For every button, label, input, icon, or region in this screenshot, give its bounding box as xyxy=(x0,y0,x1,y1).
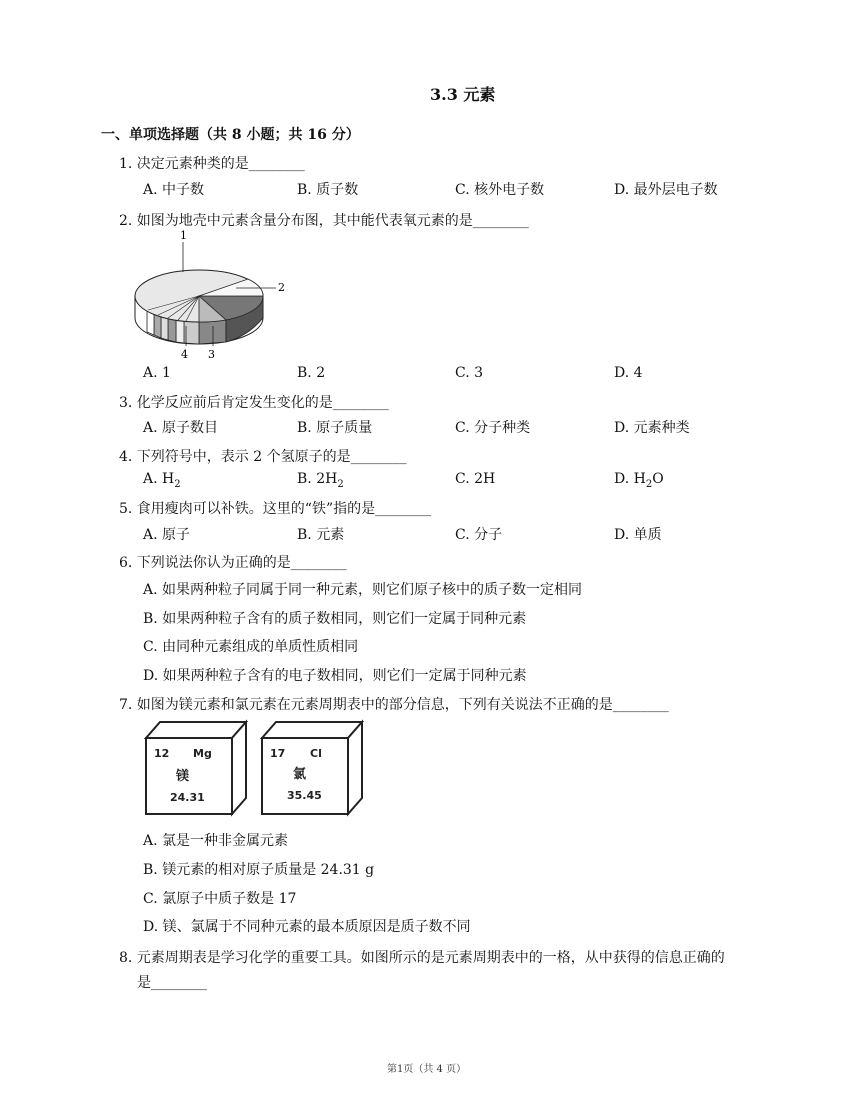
pie-label-4: 4 xyxy=(181,348,188,361)
q6-option-c: C. 由同种元素组成的单质性质相同 xyxy=(143,639,359,655)
element-cards-figure xyxy=(138,716,378,820)
q3-option-d: D. 元素种类 xyxy=(614,420,690,436)
question-8: 8. 元素周期表是学习化学的重要工具。如图所示的是元素周期表中的一格，从中获得的信息正确的 xyxy=(119,950,725,966)
q6-option-a: A. 如果两种粒子同属于同一种元素，则它们原子核中的质子数一定相同 xyxy=(143,582,583,598)
page-footer: 第1页（共 4 页） xyxy=(387,1064,467,1075)
q4-option-b: B. $2H_2$ xyxy=(297,471,344,490)
mg-name: 镁 xyxy=(176,769,190,784)
cl-atomic-mass: 35.45 xyxy=(287,789,322,802)
q5-option-a: A. 原子 xyxy=(143,527,191,543)
q5-option-d: D. 单质 xyxy=(614,527,662,543)
q4-option-d: D. $H_2O$ xyxy=(614,471,664,490)
q2-option-d: D. 4 xyxy=(614,365,643,381)
q1-option-c: C. 核外电子数 xyxy=(455,182,545,198)
q2-option-b: B. 2 xyxy=(297,365,326,381)
question-2: 2. 如图为地壳中元素含量分布图，其中能代表氧元素的是________ xyxy=(119,213,529,229)
q4-option-a: A. $H_2$ xyxy=(143,471,181,490)
q7-option-a: A. 氯是一种非金属元素 xyxy=(143,833,289,849)
pie-label-3: 3 xyxy=(208,348,215,361)
mg-atomic-mass: 24.31 xyxy=(170,791,205,804)
pie-label-1: 1 xyxy=(180,229,187,242)
q4-option-c: C. 2H xyxy=(455,471,496,487)
q2-option-c: C. 3 xyxy=(455,365,484,381)
question-8-continued: 是________ xyxy=(137,975,207,991)
q1-option-d: D. 最外层电子数 xyxy=(614,182,718,198)
crust-element-pie-figure xyxy=(128,226,298,362)
cl-atomic-number: 17 xyxy=(270,747,286,760)
q5-option-b: B. 元素 xyxy=(297,527,345,543)
q7-option-b: B. 镁元素的相对原子质量是 24.31 g xyxy=(143,862,375,878)
q3-option-c: C. 分子种类 xyxy=(455,420,531,436)
question-4: 4. 下列符号中，表示 2 个氢原子的是________ xyxy=(119,449,407,465)
section-heading: 一、单项选择题（共 8 小题；共 16 分） xyxy=(101,127,360,143)
question-1: 1. 决定元素种类的是________ xyxy=(119,156,305,172)
cl-symbol: Cl xyxy=(310,747,322,760)
pie-label-2: 2 xyxy=(278,281,285,294)
q6-option-b: B. 如果两种粒子含有的质子数相同，则它们一定属于同种元素 xyxy=(143,611,527,627)
mg-symbol: Mg xyxy=(193,747,212,760)
q1-option-a: A. 中子数 xyxy=(143,182,205,198)
q6-option-d: D. 如果两种粒子含有的电子数相同，则它们一定属于同种元素 xyxy=(143,668,527,684)
q1-option-b: B. 质子数 xyxy=(297,182,359,198)
mg-atomic-number: 12 xyxy=(154,747,170,760)
q3-option-b: B. 原子质量 xyxy=(297,420,373,436)
question-5: 5. 食用瘦肉可以补铁。这里的“铁”指的是________ xyxy=(119,501,432,517)
q3-option-a: A. 原子数目 xyxy=(143,420,219,436)
question-6: 6. 下列说法你认为正确的是________ xyxy=(119,555,347,571)
q7-option-d: D. 镁、氯属于不同种元素的最本质原因是质子数不同 xyxy=(143,919,471,935)
q7-option-c: C. 氯原子中质子数是 17 xyxy=(143,891,297,907)
q2-option-a: A. 1 xyxy=(143,365,171,381)
q5-option-c: C. 分子 xyxy=(455,527,503,543)
question-7: 7. 如图为镁元素和氯元素在元素周期表中的部分信息，下列有关说法不正确的是________ xyxy=(119,697,669,713)
page-title: 3.3 元素 xyxy=(430,85,496,104)
cl-name: 氯 xyxy=(293,767,307,782)
question-3: 3. 化学反应前后肯定发生变化的是________ xyxy=(119,395,389,411)
